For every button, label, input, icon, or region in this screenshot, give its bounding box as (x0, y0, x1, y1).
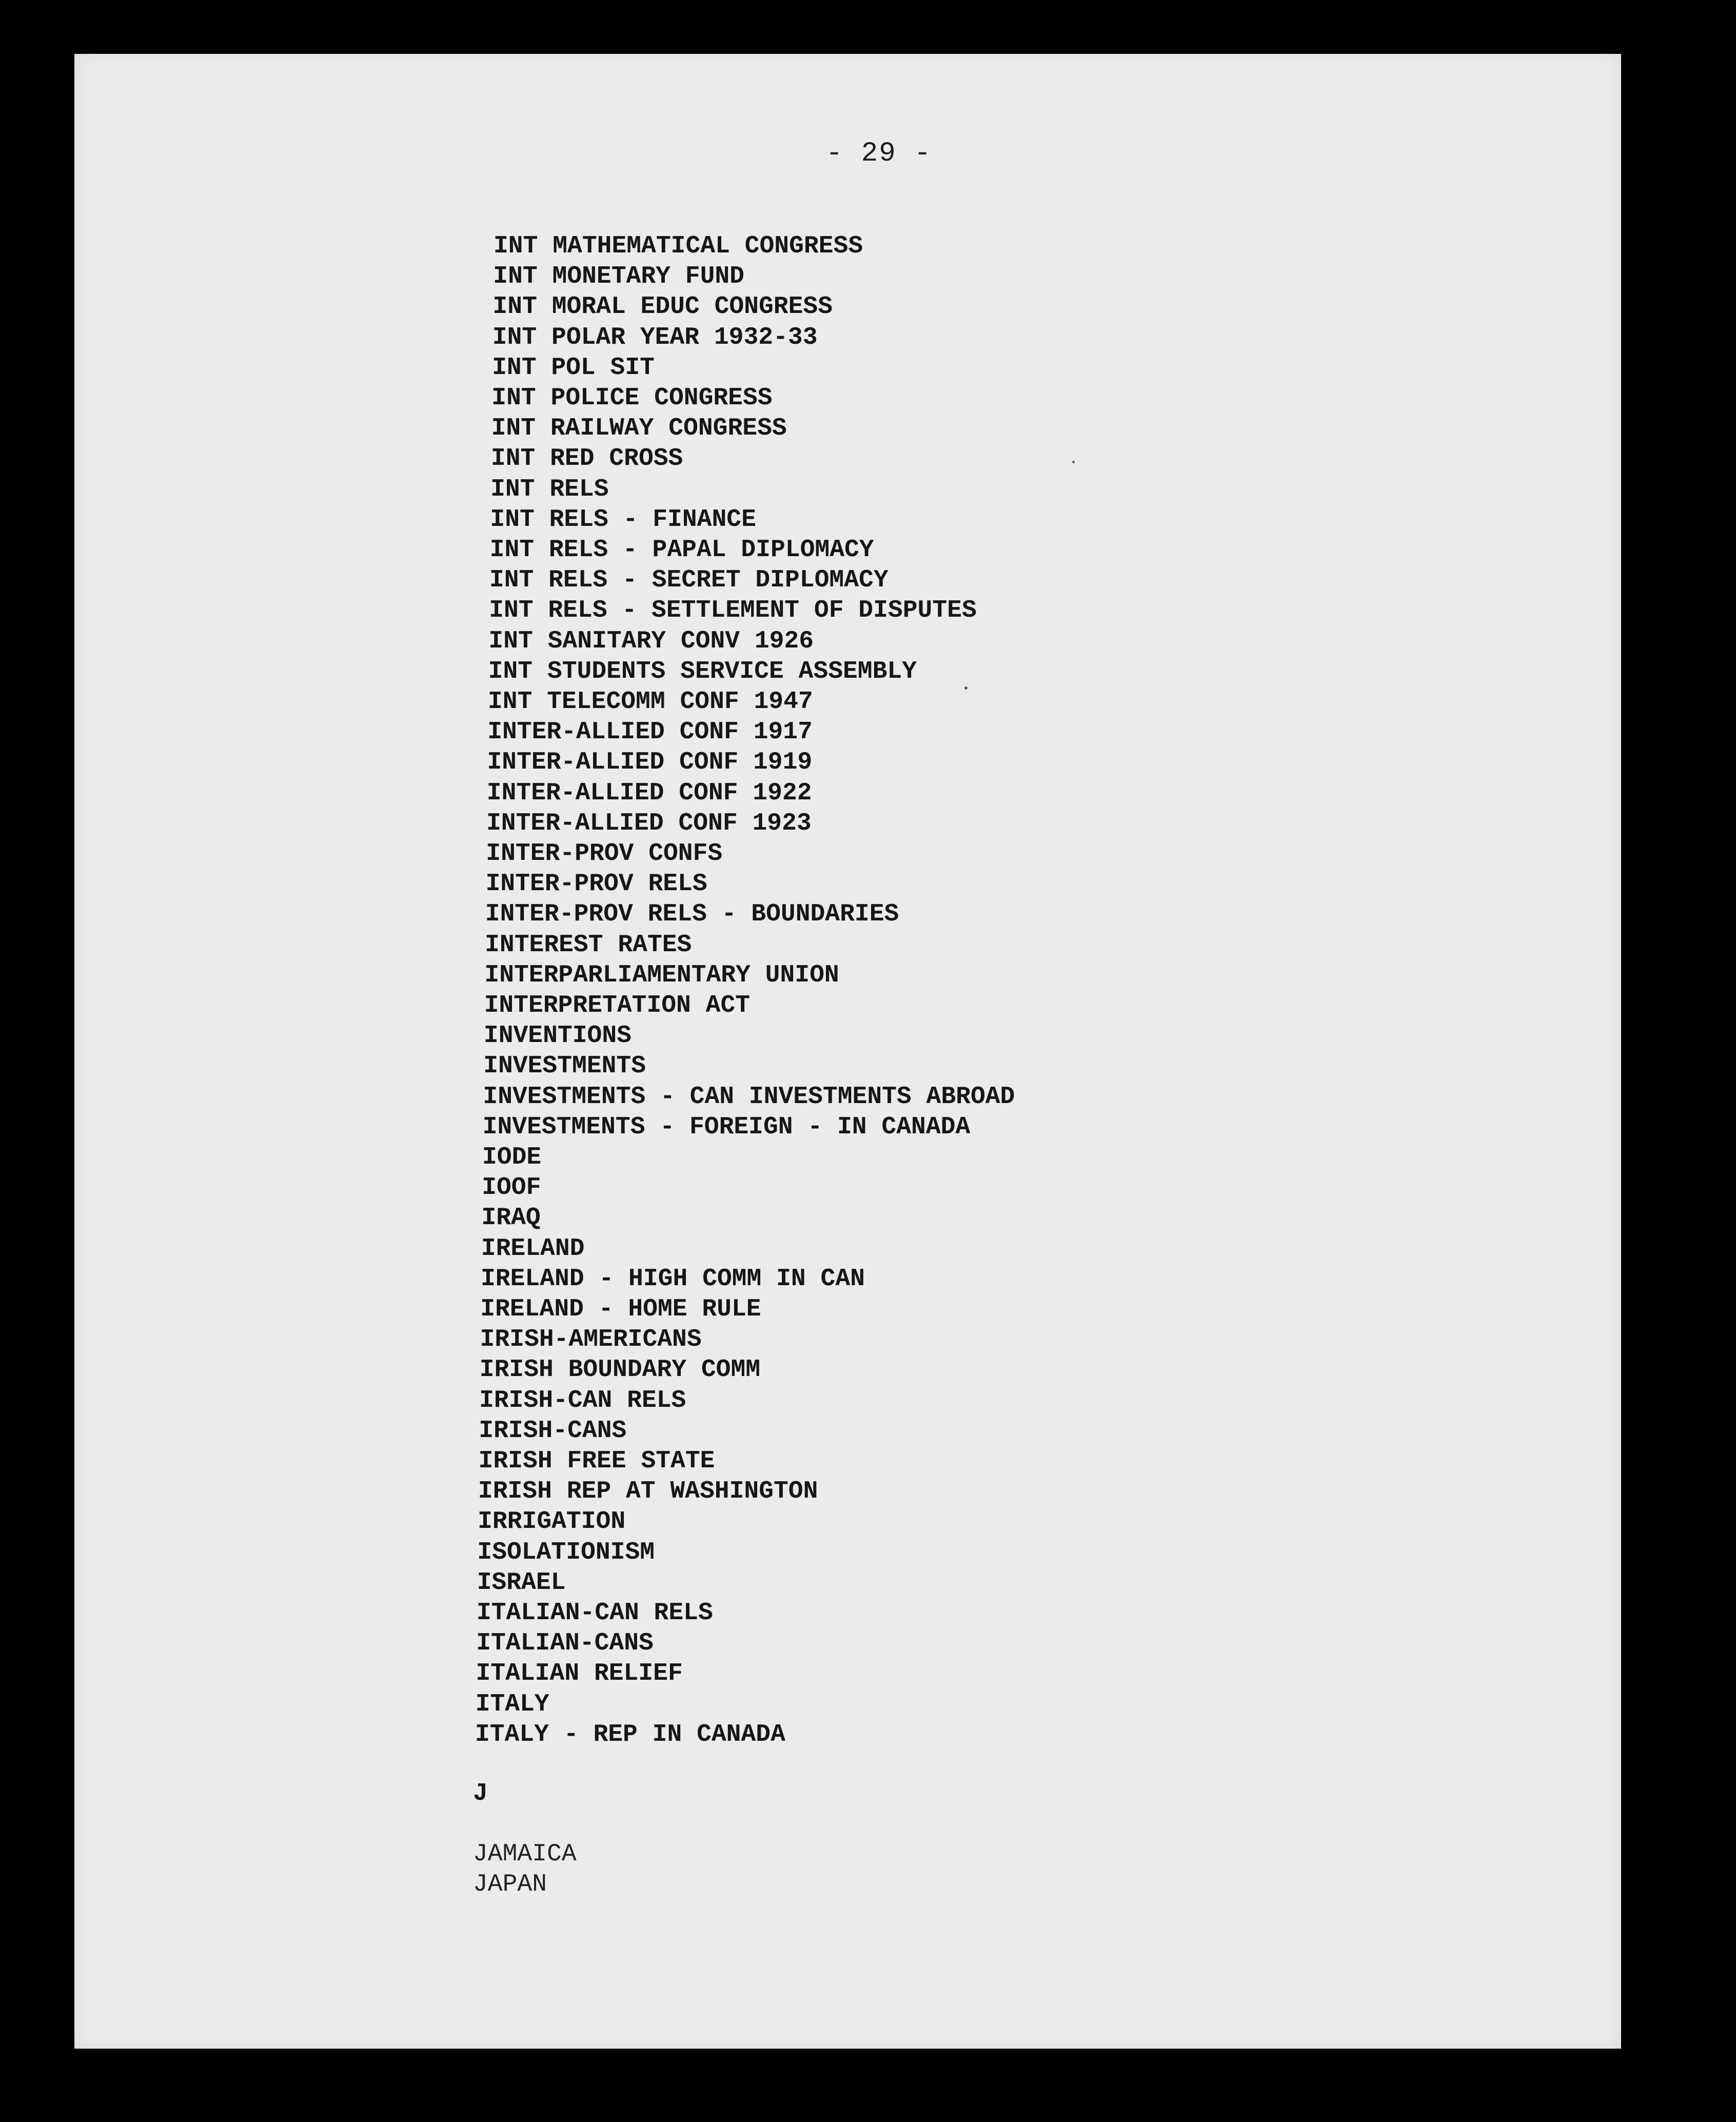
scan-speck (964, 686, 968, 690)
index-entry: ISOLATIONISM (477, 1538, 655, 1566)
index-entry: ITALIAN RELIEF (476, 1660, 683, 1688)
index-entry: INT RELS - FINANCE (490, 505, 756, 534)
index-entry: INTER-ALLIED CONF 1919 (487, 749, 813, 777)
index-entry: ITALIAN-CAN RELS (476, 1599, 713, 1627)
index-entry: INT SANITARY CONV 1926 (488, 627, 814, 655)
index-entry: INTEREST RATES (485, 931, 692, 959)
index-entry: INTERPRETATION ACT (484, 992, 751, 1019)
index-entry: INT RELS - PAPAL DIPLOMACY (489, 536, 874, 564)
index-entry: INT MATHEMATICAL CONGRESS (494, 232, 863, 260)
index-entry: INT MORAL EDUC CONGRESS (492, 293, 833, 321)
index-entry: INVENTIONS (483, 1022, 632, 1050)
index-entry: JAPAN (473, 1871, 547, 1899)
index-entry: IOOF (482, 1174, 541, 1202)
index-entry: ITALIAN-CANS (476, 1629, 654, 1658)
index-entry: INT RELS (490, 475, 609, 503)
index-entry: IODE (482, 1144, 542, 1171)
scan-speck (1072, 461, 1075, 463)
index-entry: INTER-ALLIED CONF 1923 (486, 809, 812, 837)
index-entry: INT POL SIT (492, 353, 655, 382)
index-entry: INTER-PROV RELS (485, 870, 707, 898)
index-entry: JAMAICA (473, 1840, 577, 1868)
index-entry: INVESTMENTS (483, 1052, 646, 1080)
page-number: - 29 - (826, 138, 932, 169)
index-entry: INT RED CROSS (490, 445, 683, 473)
index-entry: INTER-ALLIED CONF 1917 (487, 718, 813, 746)
index-entry: INT TELECOMM CONF 1947 (488, 688, 813, 716)
index-entry: INT RAILWAY CONGRESS (491, 415, 787, 443)
index-entry: INT POLAR YEAR 1932-33 (492, 323, 818, 351)
index-entry: INVESTMENTS - CAN INVESTMENTS ABROAD (483, 1083, 1015, 1111)
index-entry: INT MONETARY FUND (493, 263, 744, 291)
index-entry: INTER-ALLIED CONF 1922 (486, 779, 812, 807)
index-entry: INTER-PROV CONFS (486, 840, 723, 868)
index-entry: IRISH-CAN RELS (479, 1386, 686, 1414)
index-entry: IRISH-CANS (479, 1417, 627, 1445)
index-entry: ITALY - REP IN CANADA (475, 1720, 785, 1748)
index-entry: ISRAEL (477, 1568, 566, 1597)
index-entry: INT POLICE CONGRESS (491, 384, 773, 412)
index-entry: INTER-PROV RELS - BOUNDARIES (485, 900, 899, 929)
index-entry: IRISH FREE STATE (478, 1447, 715, 1475)
index-entry: IRISH-AMERICANS (480, 1326, 702, 1354)
index-entry: INT STUDENTS SERVICE ASSEMBLY (488, 657, 917, 685)
index-entry: INVESTMENTS - FOREIGN - IN CANADA (482, 1113, 971, 1141)
index-entry: IRAQ (481, 1204, 541, 1232)
index-entry: IRISH BOUNDARY COMM (479, 1356, 761, 1384)
index-entry: ITALY (475, 1690, 549, 1718)
index-entry: INTERPARLIAMENTARY UNION (484, 961, 839, 989)
index-entry: INT RELS - SECRET DIPLOMACY (489, 566, 889, 595)
index-entry: IRELAND - HOME RULE (480, 1295, 761, 1323)
index-entry: IRRIGATION (478, 1508, 626, 1536)
section-letter-heading: J (473, 1780, 488, 1807)
index-entry: IRELAND - HIGH COMM IN CAN (481, 1265, 865, 1293)
index-entry: IRELAND (481, 1234, 585, 1263)
index-entry: INT RELS - SETTLEMENT OF DISPUTES (489, 597, 977, 625)
index-entry: IRISH REP AT WASHINGTON (478, 1478, 818, 1506)
